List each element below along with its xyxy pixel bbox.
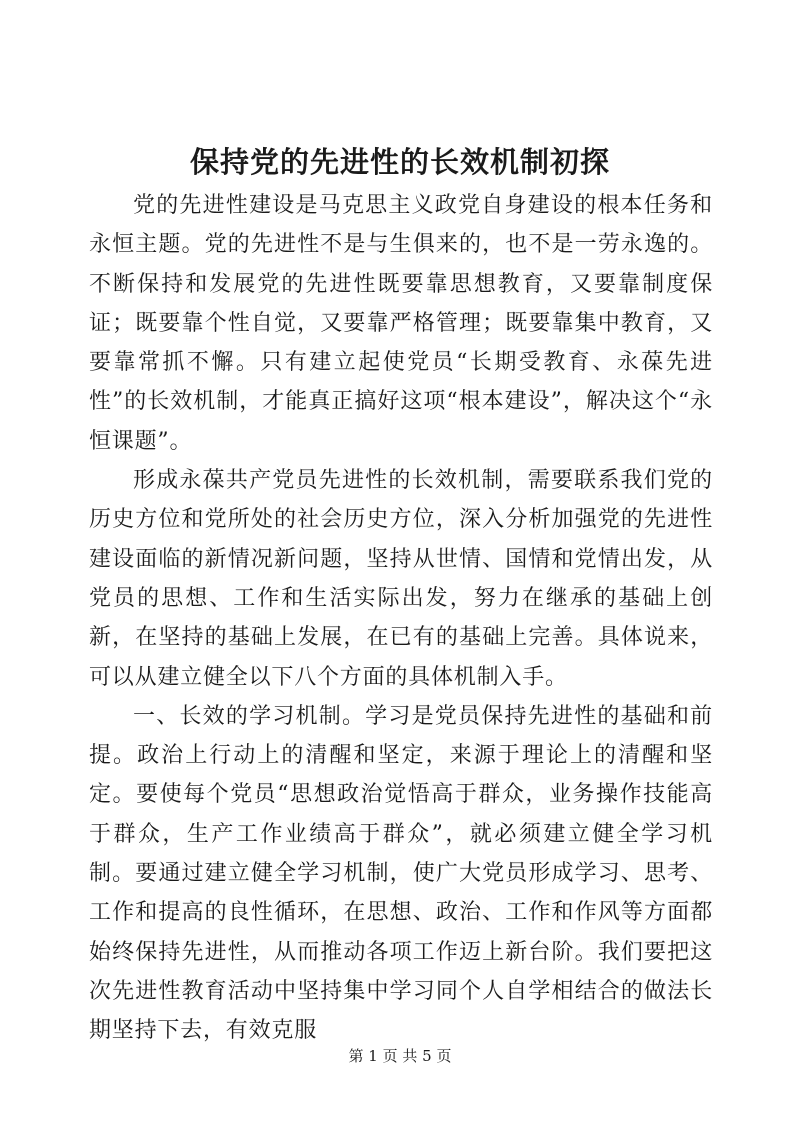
page-footer: 第 1 页 共 5 页 bbox=[348, 1047, 452, 1065]
paragraph-learning-mechanism: 一、长效的学习机制。学习是党员保持先进性的基础和前提。政治上行动上的清醒和坚定，来源于理论上的清醒和坚定。要使每个党员“思想政治觉悟高于群众，业务操作技能高于群众，生产工作业绩高于群众”，就必须建立健全学习机制。要通过建立健全学习机制，使广大党员形成学习、思考、工作和提高的良性循环，在思想、政治、工作和作风等方面都始终保持先进性，从而推动各项工作迈上新台阶。我们要把这次先进性教育活动中坚持集中学习同个人自学相结合的做法长期坚持下去，有效克服 bbox=[89, 703, 713, 1044]
document-body bbox=[89, 186, 713, 1051]
paragraph-mechanism-overview: 形成永葆共产党员先进性的长效机制，需要联系我们党的历史方位和党所处的社会历史方位，深入分析加强党的先进性建设面临的新情况新问题，坚持从世情、国情和党情出发，从党员的思想、工作和生活实际出发，努力在继承的基础上创新，在坚持的基础上发展，在已有的基础上完善。具体说来，可以从建立健全以下八个方面的具体机制入手。 bbox=[89, 468, 713, 690]
paragraph-intro: 党的先进性建设是马克思主义政党自身建设的根本任务和永恒主题。党的先进性不是与生俱来的，也不是一劳永逸的。不断保持和发展党的先进性既要靠思想教育，又要靠制度保证；既要靠个性自觉，又要靠严格管理；既要靠集中教育，又要靠常抓不懈。只有建立起使党员“长期受教育、永葆先进性”的长效机制，才能真正搞好这项“根本建设”，解决这个“永恒课题”。 bbox=[89, 193, 713, 454]
document-title: 保持党的先进性的长效机制初探 bbox=[189, 145, 610, 179]
